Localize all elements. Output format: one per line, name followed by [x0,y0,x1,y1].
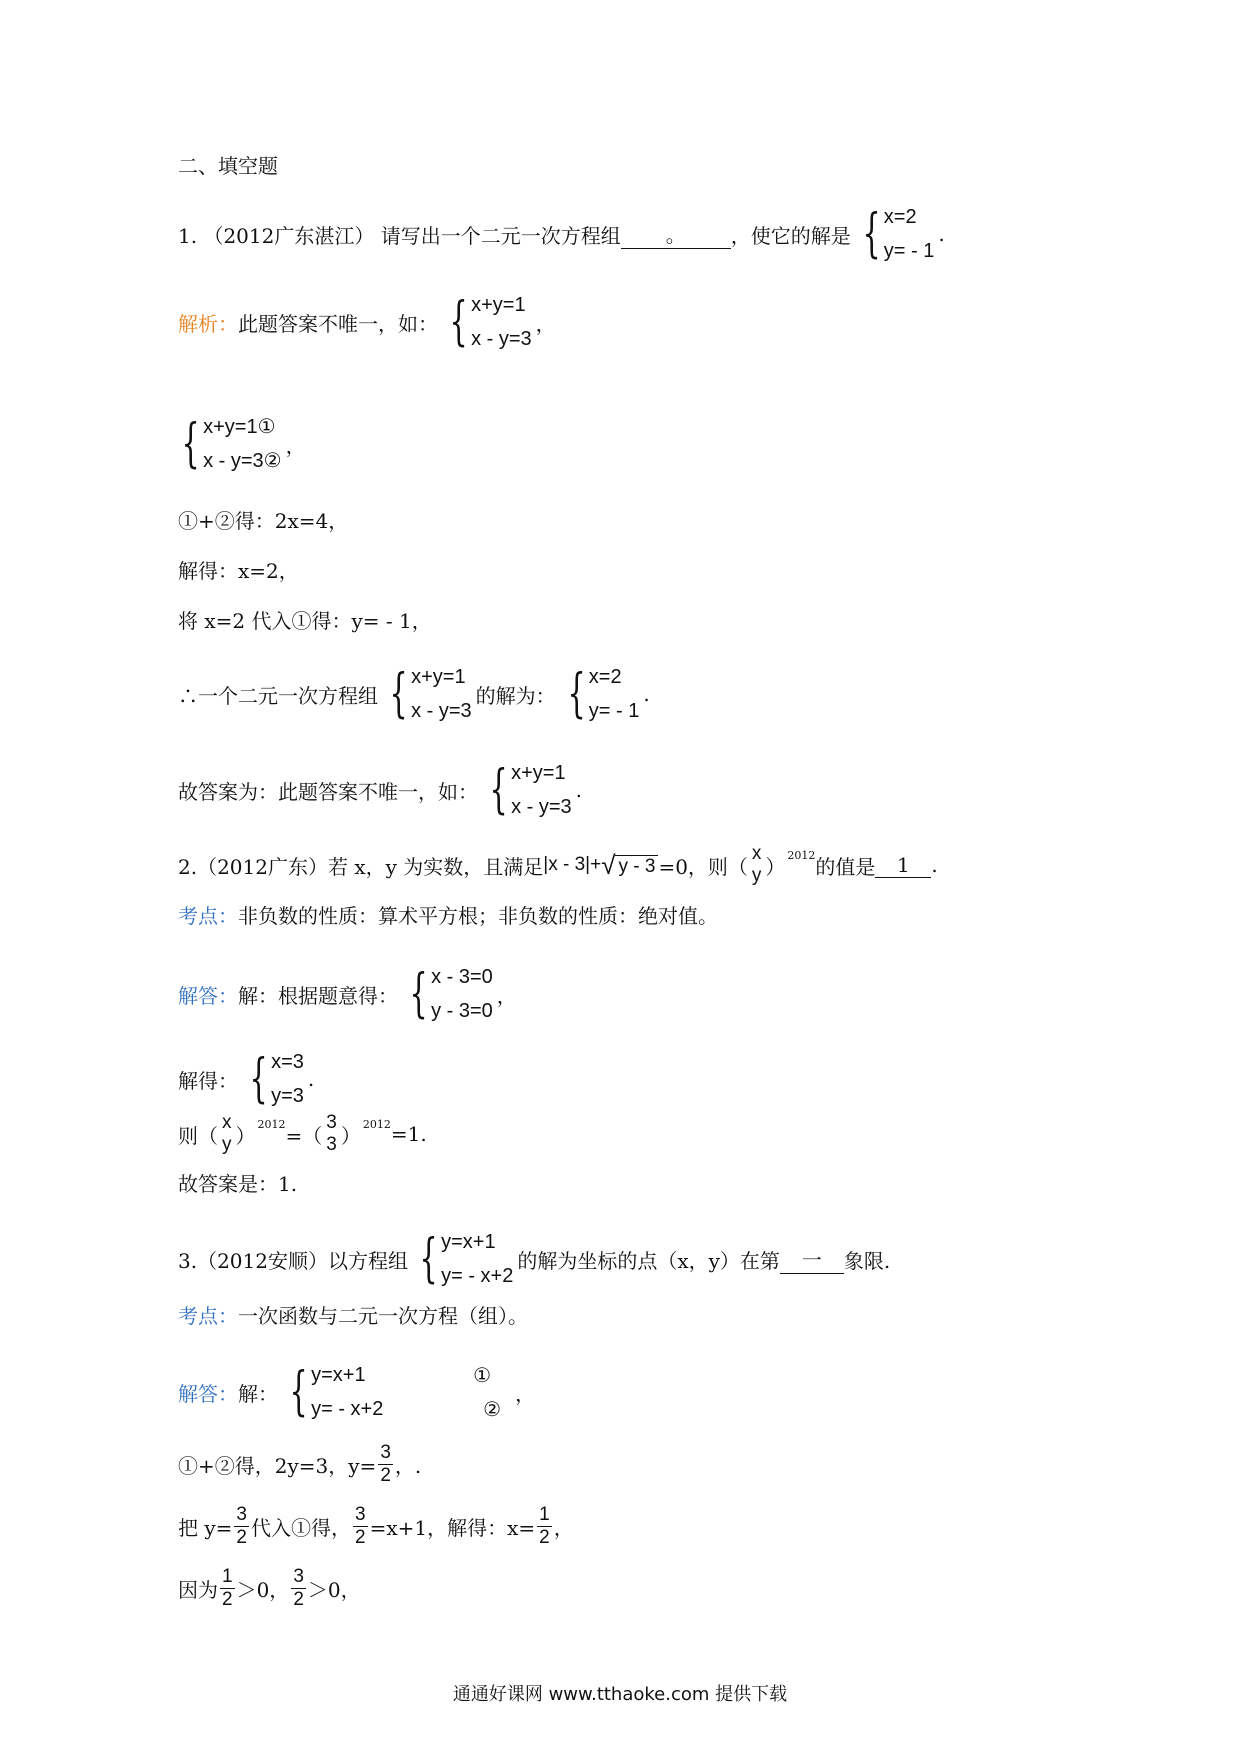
equation-system: { y=x+1 ① y= - x+2 ② [289,1362,502,1422]
solution-system: { x=2 y= - 1 [862,204,935,264]
question-2: 2.（2012广东）若 x，y 为实数，且满足 |x - 3|+ √ y - 3 =0，则（ x y ） 2012 的值是 1 . [178,843,938,886]
fraction: 3 3 [326,1112,337,1155]
solution-system: { x=2 y= - 1 [567,664,640,724]
fraction: $\frac{3}{2}$ [236,1504,247,1548]
step-line: ①+②得，2y=3，y= $\frac{3}{2}$ ，. [178,1442,422,1486]
step-line: 解得：x=2， [178,559,299,583]
equation-system: { y=x+1 y= - x+2 [419,1229,514,1289]
kaodian-line: 考点： 一次函数与二元一次方程（组）。 [178,1300,528,1329]
question-3: 3.（2012安顺）以方程组 { y=x+1 y= - x+2 的解为坐标的点（x，y）在第 一 象限. [178,1225,890,1293]
question-1: 1. （2012广东湛江） 请写出一个二元一次方程组 。 ，使它的解是 { x=2 y= - 1 . [178,200,945,268]
step-line: 把 y= $\frac{3}{2}$ 代入①得， $\frac{3}{2}$ =x+1，解得：x= $\frac{1}{2}$ ， [178,1504,574,1548]
page-footer: 通通好课网 www.tthaoke.com 提供下载 [452,1684,788,1705]
fraction: x y [222,1112,232,1155]
jieda-label: 解答： [178,1381,238,1406]
analysis-line: 解析： 此题答案不唯一，如： { x+y=1 x - y=3 ， [178,288,556,356]
numbered-system: { x+y=1① x - y=3② [181,414,282,474]
kaodian-label: 考点： [178,904,238,928]
step-line: 将 x=2 代入①得：y= - 1， [178,609,432,633]
jieda-line: 解答： 解：根据题意得： { x - 3=0 y - 3=0 ， [178,960,517,1028]
then-line: 则（ x y ） 2012 =（ 3 3 ） 2012 =1. [178,1112,427,1155]
fraction: $\frac{1}{2}$ [539,1504,550,1548]
solution-system: { x=3 y=3 [249,1049,304,1109]
step-line: ①+②得：2x=4， [178,509,349,533]
answer-blank: 1 [875,853,931,878]
answer-line: 故答案是：1. [178,1172,298,1196]
kaodian-label: 考点： [178,1304,238,1328]
equation-system: { x+y=1 x - y=3 [489,760,572,820]
jieda-line: 解答： 解： { y=x+1 ① y= - x+2 ② ， [178,1358,535,1426]
solved-line: 解得： { x=3 y=3 . [178,1045,314,1113]
answer-line: 故答案为：此题答案不唯一，如： { x+y=1 x - y=3 . [178,756,582,824]
answer-blank: 一 [780,1244,844,1274]
conclusion-line: ∴一个二元一次方程组 { x+y=1 x - y=3 的解为： { x=2 y= - 1 . [178,660,650,728]
numbered-system-line: { x+y=1① x - y=3② ， [178,410,306,478]
fraction: $\frac{3}{2}$ [380,1442,391,1486]
answer-blank: 。 [621,219,731,249]
fraction: $\frac{3}{2}$ [293,1566,304,1610]
step-line: 因为 $\frac{1}{2}$ ＞0， $\frac{3}{2}$ ＞0， [178,1566,361,1610]
equation-system: { x - 3=0 y - 3=0 [409,964,493,1024]
fraction: $\frac{3}{2}$ [355,1504,366,1548]
analysis-label: 解析： [178,311,238,336]
example-system: { x+y=1 x - y=3 [449,292,532,352]
fraction: x y [751,843,762,886]
equation-system: { x+y=1 x - y=3 [389,664,472,724]
jieda-label: 解答： [178,983,238,1008]
fraction: $\frac{1}{2}$ [222,1566,233,1610]
section-title: 二、填空题 [178,154,278,178]
kaodian-line: 考点： 非负数的性质：算术平方根；非负数的性质：绝对值。 [178,900,718,929]
sqrt-expression: √ y - 3 [601,852,658,878]
